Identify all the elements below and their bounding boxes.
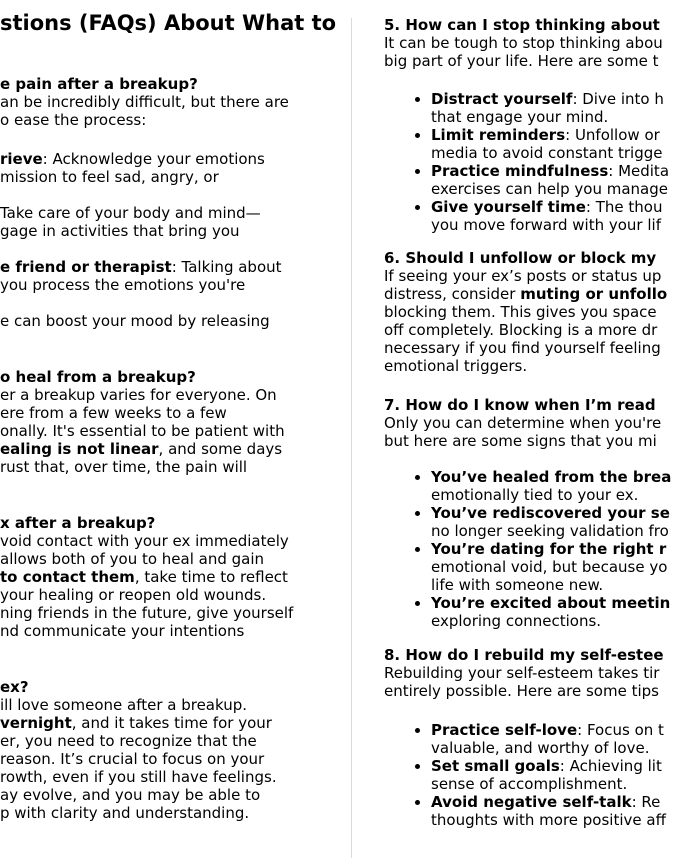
text-line (431, 739, 684, 757)
list-item (431, 757, 684, 793)
bold-text: 8. How do I rebuild my self-estee (384, 646, 664, 664)
text: off completely. Blocking is a more dr (384, 321, 658, 339)
text-line (384, 357, 684, 375)
bold-text: Give yourself time (431, 198, 586, 216)
text-line (0, 458, 352, 476)
bullet-list (384, 721, 684, 829)
text: blocking them. This gives you space (384, 303, 657, 321)
text: mission to feel sad, angry, or (0, 168, 219, 186)
text: : Re (631, 793, 661, 811)
text-line (431, 162, 684, 180)
text: Only you can determine when you're (384, 414, 662, 432)
text: Rebuilding your self-esteem takes tir (384, 664, 660, 682)
text: you move forward with your lif (431, 216, 661, 234)
text-line (431, 522, 684, 540)
text: : The thou (585, 198, 663, 216)
bold-text: Practice mindfulness (431, 162, 609, 180)
section-heading (384, 249, 684, 267)
paragraph (384, 34, 684, 70)
bold-text: x after a breakup? (0, 514, 156, 532)
faq-section-6 (384, 249, 684, 375)
text: e can boost your mood by releasing (0, 312, 270, 330)
text-line (431, 126, 684, 144)
text-line (431, 144, 684, 162)
text-line (0, 532, 352, 550)
text: ill love someone after a breakup. (0, 696, 248, 714)
text-line (0, 732, 352, 750)
bullet-list (384, 468, 684, 630)
section-heading (0, 368, 352, 386)
text: : Unfollow or (565, 126, 660, 144)
text: sense of accomplishment. (431, 775, 628, 793)
text-line (431, 468, 684, 486)
text: onally. It's essential to be patient with (0, 422, 285, 440)
text-line (431, 793, 684, 811)
list-item (431, 90, 684, 126)
section-heading (0, 514, 352, 532)
text-line (431, 576, 684, 594)
text: that engage your mind. (431, 108, 609, 126)
bold-text: muting or unfollo (520, 285, 668, 303)
bold-text: e pain after a breakup? (0, 75, 198, 93)
text: reason. It’s crucial to focus on your (0, 750, 265, 768)
text-line (431, 90, 684, 108)
text-line (384, 664, 684, 682)
text: valuable, and worthy of love. (431, 739, 650, 757)
text-line (431, 540, 684, 558)
text: exploring connections. (431, 612, 602, 630)
faq-section-2 (0, 368, 352, 476)
text-line (0, 312, 352, 330)
bold-text: ex? (0, 678, 29, 696)
text-line (431, 558, 684, 576)
text: your healing or reopen old wounds. (0, 586, 267, 604)
text: void contact with your ex immediately (0, 532, 289, 550)
bold-text: o heal from a breakup? (0, 368, 196, 386)
text-line (0, 93, 352, 111)
bold-text: Distract yourself (431, 90, 573, 108)
list-item (0, 258, 352, 294)
text: , and it takes time for your (71, 714, 272, 732)
faq-section-8 (384, 646, 684, 829)
bold-text: Avoid negative self-talk (431, 793, 632, 811)
text-line (384, 414, 684, 432)
text-line (0, 696, 352, 714)
bold-text: to contact them (0, 568, 135, 586)
text-line (0, 804, 352, 822)
list-item (0, 204, 352, 240)
section-heading (384, 16, 684, 34)
paragraph (384, 414, 684, 450)
text: no longer seeking validation fro (431, 522, 669, 540)
list-item (431, 721, 684, 757)
text-line (0, 276, 352, 294)
text-line (0, 622, 352, 640)
text: allows both of you to heal and gain (0, 550, 265, 568)
faq-section-4 (0, 678, 352, 822)
paragraph (0, 93, 352, 129)
text-line (384, 303, 684, 321)
text-line (384, 267, 684, 285)
section-heading (384, 396, 684, 414)
faq-section-5 (384, 16, 684, 234)
text: , take time to reflect (134, 568, 288, 586)
bold-text: Limit reminders (431, 126, 566, 144)
text: ere from a few weeks to a few (0, 404, 227, 422)
list-item (431, 126, 684, 162)
list-item (431, 540, 684, 594)
bullet-list (384, 90, 684, 234)
bold-text: rieve (0, 150, 43, 168)
text: : Talking about (171, 258, 282, 276)
text-line (0, 714, 352, 732)
list-item (431, 793, 684, 829)
text: emotional void, but because yo (431, 558, 668, 576)
text-line (384, 34, 684, 52)
text: If seeing your ex’s posts or status up (384, 267, 662, 285)
text-line (384, 52, 684, 70)
text-line (0, 768, 352, 786)
text: an be incredibly difficult, but there are (0, 93, 289, 111)
text-line (431, 216, 684, 234)
text-line (0, 786, 352, 804)
text-line (431, 612, 684, 630)
paragraph (0, 696, 352, 822)
text-line (0, 586, 352, 604)
text-line (0, 604, 352, 622)
text-line (431, 721, 684, 739)
bold-text: 5. How can I stop thinking about (384, 16, 660, 34)
text-line (0, 750, 352, 768)
bold-text: You’ve healed from the brea (431, 468, 672, 486)
list-item (431, 198, 684, 234)
list-item (431, 162, 684, 198)
list-item (431, 504, 684, 540)
paragraph (0, 532, 352, 640)
section-heading (0, 75, 352, 93)
text-line (0, 222, 352, 240)
text: p with clarity and understanding. (0, 804, 250, 822)
text: gage in activities that bring you (0, 222, 240, 240)
list-item (0, 150, 352, 186)
list-item (0, 312, 352, 330)
text: er, you need to recognize that the (0, 732, 257, 750)
bold-text: Set small goals (431, 757, 560, 775)
text-line (431, 486, 684, 504)
text-line (431, 504, 684, 522)
text: ay evolve, and you may be able to (0, 786, 261, 804)
faq-section-7 (384, 396, 684, 630)
bullet-list (0, 150, 352, 330)
text-line (384, 682, 684, 700)
text: thoughts with more positive aff (431, 811, 666, 829)
text: you process the emotions you're (0, 276, 246, 294)
text: emotional triggers. (384, 357, 528, 375)
text: rust that, over time, the pain will (0, 458, 248, 476)
text: : Achieving lit (559, 757, 662, 775)
right-column (384, 0, 684, 864)
text-line (0, 150, 352, 168)
bold-text: You’re excited about meetin (431, 594, 671, 612)
bold-text: You’re dating for the right r (431, 540, 667, 558)
text-line (0, 386, 352, 404)
text-line (431, 180, 684, 198)
text: life with someone new. (431, 576, 604, 594)
text-line (0, 111, 352, 129)
text: but here are some signs that you mi (384, 432, 657, 450)
text-line (431, 757, 684, 775)
bold-text: vernight (0, 714, 72, 732)
bold-text: 6. Should I unfollow or block my (384, 249, 657, 267)
text: emotionally tied to your ex. (431, 486, 639, 504)
text: It can be tough to stop thinking abou (384, 34, 663, 52)
text-line (0, 422, 352, 440)
section-heading (384, 646, 684, 664)
text-line (0, 168, 352, 186)
text: big part of your life. Here are some t (384, 52, 659, 70)
list-item (431, 594, 684, 630)
text-line (0, 404, 352, 422)
text: necessary if you find yourself feeling (384, 339, 661, 357)
paragraph (384, 664, 684, 700)
text-line (0, 568, 352, 586)
text: entirely possible. Here are some tips (384, 682, 659, 700)
text: nd communicate your intentions (0, 622, 245, 640)
text: distress, consider (384, 285, 521, 303)
text-line (431, 108, 684, 126)
text: ning friends in the future, give yourself (0, 604, 294, 622)
text-line (431, 198, 684, 216)
page-title: stions (FAQs) About What to (0, 11, 337, 35)
text: media to avoid constant trigge (431, 144, 663, 162)
section-heading (0, 678, 352, 696)
text-line (0, 550, 352, 568)
paragraph (0, 386, 352, 476)
text-line (431, 775, 684, 793)
bold-text: Practice self-love (431, 721, 578, 739)
text: Take care of your body and mind— (0, 204, 261, 222)
bold-text: 7. How do I know when I’m read (384, 396, 656, 414)
text-line (0, 204, 352, 222)
bold-text: ealing is not linear (0, 440, 159, 458)
text: , and some days (158, 440, 283, 458)
text: exercises can help you manage (431, 180, 668, 198)
text-line (0, 440, 352, 458)
text-line (384, 285, 684, 303)
text: o ease the process: (0, 111, 147, 129)
text: : Focus on t (577, 721, 664, 739)
text-line (384, 432, 684, 450)
list-item (431, 468, 684, 504)
text: : Acknowledge your emotions (42, 150, 265, 168)
text-line (431, 811, 684, 829)
text: er a breakup varies for everyone. On (0, 386, 277, 404)
text-line (0, 258, 352, 276)
text-line (431, 594, 684, 612)
bold-text: You’ve rediscovered your se (431, 504, 670, 522)
text: : Medita (608, 162, 670, 180)
text: : Dive into h (572, 90, 664, 108)
text-line (384, 321, 684, 339)
faq-section-1 (0, 75, 352, 330)
paragraph (384, 267, 684, 375)
faq-section-3 (0, 514, 352, 640)
bold-text: e friend or therapist (0, 258, 172, 276)
text: rowth, even if you still have feelings. (0, 768, 277, 786)
text-line (384, 339, 684, 357)
